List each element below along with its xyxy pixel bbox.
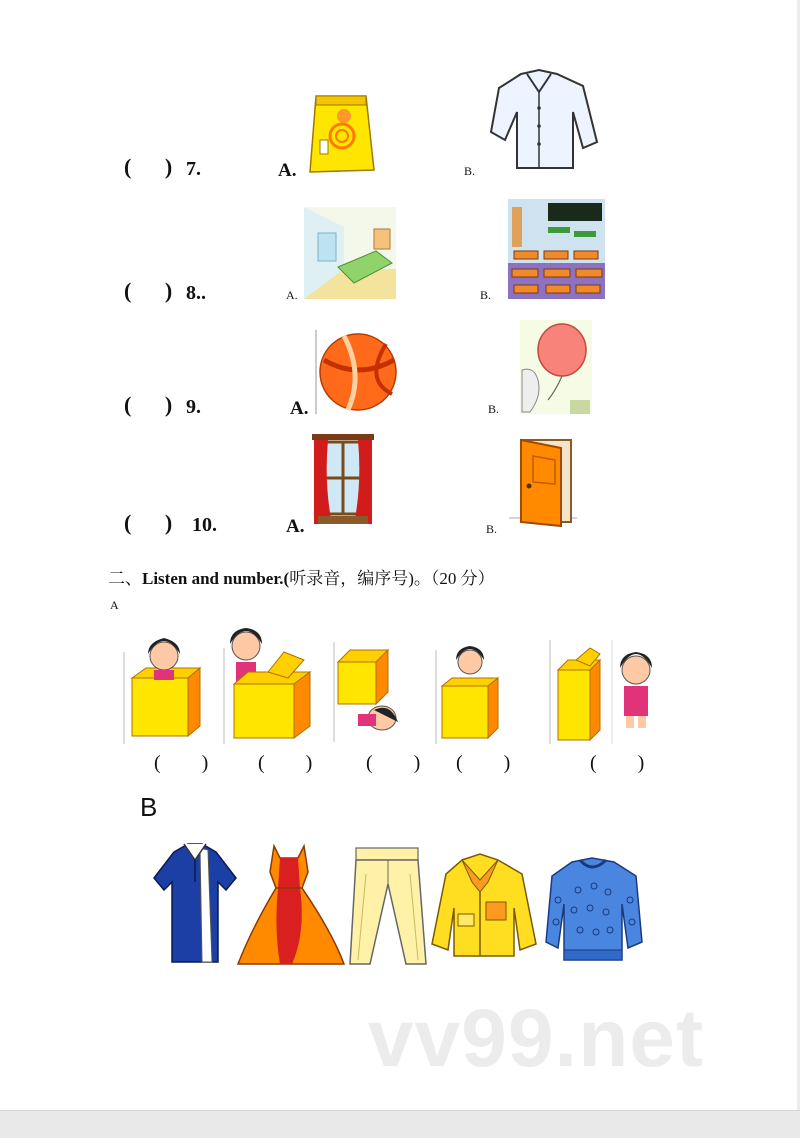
pants-icon: [348, 844, 428, 968]
answer-paren-7: ( ): [124, 154, 187, 179]
option-b-label-9: B.: [488, 402, 500, 416]
question-number-8: 8..: [186, 282, 206, 304]
door-icon: [509, 434, 577, 530]
balloon-icon: [520, 320, 592, 414]
question-number-7: 7.: [186, 158, 201, 180]
girl-in-box-icon-2: [436, 640, 502, 744]
question-number-9: 9.: [186, 396, 201, 418]
viewer-bottom-bar: [0, 1110, 800, 1138]
bedroom-icon: [304, 207, 396, 299]
blank-a4: ( ): [456, 752, 529, 774]
part-a-label: A: [110, 598, 119, 612]
watermark: vv99.net: [368, 993, 705, 1084]
girl-under-box-icon: [334, 642, 406, 742]
option-b-label-8: B.: [480, 288, 492, 302]
answer-paren-10: ( ): [124, 510, 187, 535]
shirt-icon: [487, 68, 599, 174]
section-2-heading: [108, 564, 495, 589]
jacket-icon: [428, 852, 540, 962]
dress-icon: [236, 842, 346, 968]
question-number-10: 10.: [192, 514, 217, 536]
answer-paren-8: ( ): [124, 278, 187, 303]
girl-in-box-icon: [124, 622, 206, 744]
skirt-icon: [306, 92, 380, 176]
answer-paren-9: ( ): [124, 392, 187, 417]
classroom-icon: [508, 199, 605, 299]
blank-a2: ( ): [258, 752, 331, 774]
sweater-icon: [544, 856, 644, 968]
tshirt-icon: [152, 838, 238, 968]
girl-behind-box-icon: [224, 618, 320, 744]
option-a-label-8: A.: [286, 288, 298, 302]
section-2-prefix: 二、: [108, 569, 142, 588]
section-2-instruction: 听录音，编序号)。（20 分）: [289, 569, 495, 588]
section-2-title: Listen and number.(: [142, 569, 290, 588]
window-icon: [312, 434, 374, 530]
girl-beside-box-icon: [550, 640, 662, 744]
option-b-label-7: B.: [464, 164, 476, 178]
option-a-label-9: A.: [290, 398, 309, 419]
ball-icon: [314, 330, 398, 414]
blank-a5: ( ): [590, 752, 663, 774]
option-b-label-10: B.: [486, 522, 498, 536]
option-a-label-10: A.: [286, 516, 305, 537]
blank-a3: ( ): [366, 752, 439, 774]
option-a-label-7: A.: [278, 160, 297, 181]
blank-a1: ( ): [154, 752, 227, 774]
part-b-label: B: [140, 792, 158, 822]
